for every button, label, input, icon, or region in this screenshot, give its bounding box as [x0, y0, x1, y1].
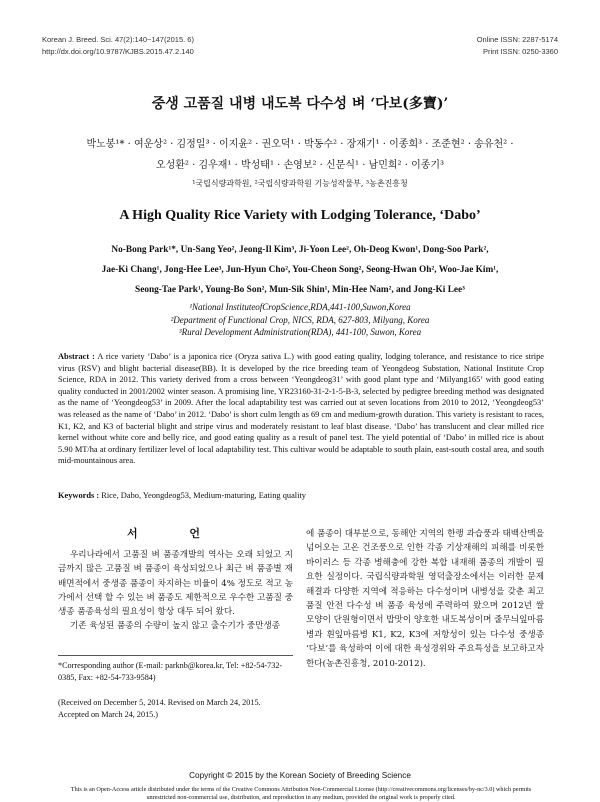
intro-paragraph-continued: 에 품종이 대부분으로, 동해안 지역의 한랭 과습풍과 태백산맥을 넘어오는 고온 건조풍으로 인한 각종 기상재해의 피해를 비롯한 바이러스 등 각종 병해충에 강한 복합 내재해 품종의 개발이 필요한 실정이다. 국립식량과학원 영덕출장소에서는 이러한 문제해결과 다양한 지역에 적응하는 다수성이며 내병성을 갖춘 최고품질 안전 다수성 벼 품종 육성에 주력하여 왔으며 2012년 쌀 모양이 단원형이면서 밥맛이 양호한 내도복성이며 줄무늬잎마름병과 흰잎마름병 K1, K2, K3에 저항성이 있는 다수성 중생종 ‘다보’를 육성하여 이에 대한 육성경위와 주요특성을 보고하고자 한다(농촌진흥청, 2010-2012). [306, 529, 544, 669]
abstract-label: Abstract : [58, 352, 95, 361]
corresponding-author: *Corresponding author (E-mail: parknb@korea.kr, Tel: +82-54-732-0385, Fax: +82-54-733-9584) [58, 661, 283, 682]
intro-paragraph-2: 기존 육성된 품종의 수량이 높지 않고 출수기가 중만생종 [70, 621, 281, 632]
online-issn: Online ISSN: 2287-5174 [476, 35, 558, 44]
english-authors-line-1: No-Bong Park¹*, Un-Sang Yeo², Jeong-Il Kim³, Ji-Yoon Lee², Oh-Deog Kwon¹, Dong-Soo Park², [111, 245, 489, 255]
copyright-notice: Copyright © 2015 by the Korean Society of Breeding Science [189, 771, 411, 780]
english-title: A High Quality Rice Variety with Lodging Tolerance, ‘Dabo’ [119, 208, 481, 223]
affiliation-3: ³Rural Development Administration(RDA), 441-100, Suwon, Korea [178, 327, 422, 337]
doi-link[interactable]: http://dx.doi.org/10.9787/KJBS.2015.47.2.140 [42, 47, 194, 56]
section-title-introduction: 서 언 [126, 527, 225, 540]
english-authors-line-3: Seong-Tae Park¹, Young-Bo Son², Mun-Sik Shin¹, Min-Hee Nam², and Jong-Ki Lee³ [135, 285, 465, 295]
issn-header [477, 34, 558, 58]
korean-authors-line-2: 오성환² · 김우재¹ · 박성태¹ · 손영보² · 신문식¹ · 남민희² · 이종기³ [155, 160, 445, 171]
korean-authors-line-1: 박노봉¹* · 여운상² · 김정일³ · 이지윤² · 권오덕¹ · 박동수² · 장재기¹ · 이종희³ · 조준현² · 송유천² · [86, 139, 514, 150]
affiliation-1: ¹National InstituteofCropScience,RDA,441-100,Suwon,Korea [189, 302, 411, 312]
keywords-label: Keywords : [58, 491, 100, 500]
korean-authors [40, 134, 560, 176]
journal-header [42, 34, 194, 58]
korean-title: 중생 고품질 내병 내도복 다수성 벼 ‘다보(多寶)’ [151, 96, 449, 112]
footnote-divider [58, 655, 293, 656]
affiliation-2: ²Department of Functional Crop, NICS, RDA, 627-803, Milyang, Korea [170, 314, 430, 325]
english-authors-line-2: Jae-Ki Chang¹, Jong-Hee Lee³, Jun-Hyun Cho², You-Cheon Song², Seong-Hwan Oh², Woo-Jae Kim¹, [101, 265, 499, 275]
english-affiliations [0, 301, 600, 339]
abstract [58, 351, 544, 467]
print-issn: Print ISSN: 0250-3360 [482, 47, 558, 56]
left-column [58, 548, 293, 634]
right-column [306, 527, 544, 671]
keywords [58, 491, 544, 500]
journal-citation: Korean J. Breed. Sci. 47(2):140~147(2015. 6) [42, 35, 194, 44]
korean-affiliations: ¹국립식량과학원, ²국립식량과학원 기능성작물부, ³농촌진흥청 [192, 179, 408, 188]
open-access-notice: This is an Open-Access article distributed under the terms of the Creative Commons Attribution Non-Commercial License (http://creativecommons.org/licenses/by-nc/3.0) which permits unrestricted non-commercial use, distribution, and reproduction in any medium, provided the original work is properly cited. [70, 786, 532, 801]
intro-paragraph-1: 우리나라에서 고품질 벼 품종개발의 역사는 오래 되었고 지금까지 많은 고품질 벼 품종이 육성되었으나 최근 벼 품종별 재배면적에서 중생종 품종이 차지하는 비율이 4% 정도로 적고 농가에서 선택 할 수 있는 벼 품종도 제한적으로 우수한 고품질 중생종 품종육성의 필요성이 항상 대두 되어 왔다. [58, 550, 293, 618]
received-dates: (Received on December 5, 2014. Revised on March 24, 2015. Accepted on March 24, 2015.) [58, 698, 261, 719]
english-authors [55, 240, 545, 300]
abstract-text: A rice variety ‘Dabo’ is a japonica rice (Oryza sativa L.) with good eating quality, lodging tolerance, and resistance to rice stripe virus (RSV) and blight bacterial disease(BB). It is developed by the rice breeding team of Yeongdeog Substation, National Institute Crop Science, RDA in 2012. This variety derived from a cross between ‘Yeongdeog31’ with good plant type and ‘Milyang165’ with good eating quality conducted in 2001/2002 winter season. A promising line, YR23160-31-2-1-5-B-3, selected by pedigree breeding method was designated as the name of ‘Yeongdeog53’ in 2009. After the local adaptability test was carried out at seven locations from 2010 to 2012, ‘Yeongdeog53’ was released as the name of ‘Dabo’ in 2012. ‘Dabo’ is short culm length as 69 cm and medium-growth duration. This variety is resistant to races, K1, K2, and K3 of bacterial blight and stripe virus and moderately resistant to leaf blast disease. ‘Dabo’ has translucent and clear milled rice kernel without white core and belly rice, and good eating quality as a result of panel test. The yield potential of ‘Dabo’ in milled rice is about 5.90 MT/ha at ordinary fertilizer level of local adaptability test. This cultivar would be adaptable to south plain, east-south costal area, and south mid-mountainous area. [58, 352, 544, 466]
keywords-text: Rice, Dabo, Yeongdeog53, Medium-maturing, Eating quality [101, 491, 306, 500]
